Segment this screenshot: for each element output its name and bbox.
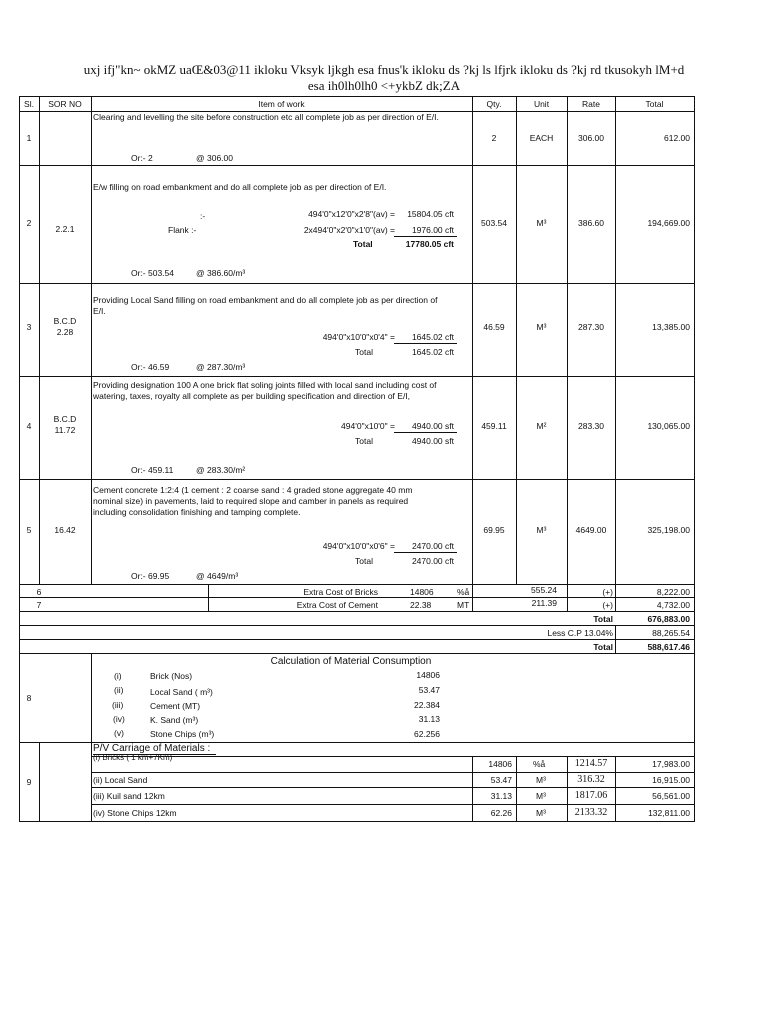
material-value: 62.256 xyxy=(414,729,440,739)
carriage-rate: 2133.32 xyxy=(574,807,608,818)
section-sl: 8 xyxy=(26,693,32,703)
carriage-rate: 1214.57 xyxy=(574,758,608,769)
carriage-total: 56,561.00 xyxy=(652,791,690,801)
carriage-total: 132,811.00 xyxy=(648,808,690,818)
row-unit: M² xyxy=(536,421,547,431)
material-name: K. Sand (m³) xyxy=(150,715,199,725)
measure-expression: 494'0"x10'0"x0'4" = xyxy=(322,332,395,342)
measure-value: 4940.00 sft xyxy=(411,421,454,431)
extra-rate: 555.24 xyxy=(531,585,557,595)
carriage-qty: 53.47 xyxy=(490,775,512,785)
total-value: 588,617.46 xyxy=(647,642,690,652)
row-or-rate: @ 4649/m³ xyxy=(196,571,239,581)
row-total: 194,669.00 xyxy=(647,218,690,228)
carriage-name: (iv) Stone Chips 12km xyxy=(93,808,177,818)
extra-total: 8,222.00 xyxy=(656,587,690,597)
header-unit: Unit xyxy=(533,99,550,109)
carriage-total: 17,983.00 xyxy=(652,759,690,769)
row-total: 130,065.00 xyxy=(647,421,690,431)
carriage-qty: 31.13 xyxy=(490,791,512,801)
row-unit: M³ xyxy=(536,525,547,535)
carriage-unit: M³ xyxy=(536,791,546,801)
row-total: 325,198.00 xyxy=(647,525,690,535)
carriage-total: 16,915.00 xyxy=(652,775,690,785)
row-qty: 46.59 xyxy=(483,322,505,332)
header-rate: Rate xyxy=(582,99,600,109)
extra-sl: 6 xyxy=(36,587,42,597)
carriage-unit: M³ xyxy=(536,808,546,818)
row-or-qty: Or:- 69.95 xyxy=(131,571,170,581)
less-cp-value: 88,265.54 xyxy=(652,628,690,638)
total-label: Total xyxy=(593,642,613,652)
section-title: Calculation of Material Consumption xyxy=(270,656,432,667)
extra-sign: (+) xyxy=(602,587,613,597)
row-rate: 306.00 xyxy=(578,133,604,143)
carriage-unit: M³ xyxy=(536,775,546,785)
carriage-rate: 316.32 xyxy=(577,774,605,785)
extra-unit: MT xyxy=(457,600,470,610)
section-sl: 9 xyxy=(26,777,32,787)
row-rate: 4649.00 xyxy=(575,525,607,535)
row-sor: B.C.D 11.72 xyxy=(53,414,77,435)
extra-sl: 7 xyxy=(36,600,42,610)
row-rate: 386.60 xyxy=(578,218,604,228)
material-name: Cement (MT) xyxy=(150,701,201,711)
carriage-qty: 62.26 xyxy=(490,808,512,818)
row-sl: 1 xyxy=(26,133,32,143)
row-qty: 459.11 xyxy=(481,421,507,431)
measure-label: :- xyxy=(200,211,206,221)
measure-total-value: 17780.05 cft xyxy=(405,239,454,249)
row-or-rate: @ 386.60/m³ xyxy=(196,268,246,278)
measure-expression: 494'0"x10'0" = xyxy=(341,421,395,431)
row-description: Cement concrete 1:2:4 (1 cement : 2 coarse sand : 4 graded stone aggregate 40 mm nominal size) in pavements, laid to required slope and camber in panels as required including consolidation finishing and tamping complete. xyxy=(93,485,413,517)
row-rate: 287.30 xyxy=(578,322,604,332)
measure-expression: 494'0"x10'0"x0'6" = xyxy=(322,541,395,551)
row-description: Providing designation 100 A one brick flat soling joints filled with local sand including cost of watering, taxes, royalty all complete as per building specification and direction of E/I, xyxy=(93,380,437,401)
material-name: Stone Chips (m³) xyxy=(150,729,215,739)
carriage-unit: %å xyxy=(533,759,546,769)
material-value: 22.384 xyxy=(414,700,440,710)
carriage-qty: 14806 xyxy=(488,759,512,769)
row-sor: 2.2.1 xyxy=(55,224,75,234)
row-unit: EACH xyxy=(529,133,554,143)
material-no: (ii) xyxy=(114,685,124,695)
header-total: Total xyxy=(645,99,664,109)
measure-total-value: 2470.00 cft xyxy=(411,556,454,566)
measure-total-value: 4940.00 sft xyxy=(411,436,454,446)
measure-expression: 494'0"x12'0"x2'8"(av) = xyxy=(308,209,395,219)
total-label: Total xyxy=(593,614,613,624)
row-or-rate: @ 306.00 xyxy=(196,153,233,163)
less-cp-label: Less C.P 13.04% xyxy=(547,628,613,638)
row-qty: 503.54 xyxy=(481,218,507,228)
row-total: 612.00 xyxy=(664,133,690,143)
measure-label: Flank :- xyxy=(168,225,197,235)
material-value: 14806 xyxy=(416,670,440,680)
extra-unit: %å xyxy=(457,587,470,597)
material-name: Brick (Nos) xyxy=(150,671,193,681)
carriage-name: (i) Bricks ( 1 km+7Km) xyxy=(93,753,173,762)
row-sor: 16.42 xyxy=(54,525,76,535)
material-value: 31.13 xyxy=(418,714,440,724)
material-value: 53.47 xyxy=(418,685,440,695)
extra-qty: 22.38 xyxy=(410,600,432,610)
row-or-qty: Or:- 459.11 xyxy=(131,465,174,475)
row-or-qty: Or:- 503.54 xyxy=(131,268,174,278)
row-qty: 69.95 xyxy=(483,525,505,535)
row-qty: 2 xyxy=(491,133,497,143)
header-qty: Qty. xyxy=(486,99,502,109)
carriage-name: (ii) Local Sand xyxy=(93,775,148,785)
row-sl: 2 xyxy=(26,218,32,228)
row-sor: B.C.D 2.28 xyxy=(53,316,77,337)
row-description: E/w filling on road embankment and do all complete job as per direction of E/I. xyxy=(93,182,387,192)
extra-qty: 14806 xyxy=(410,587,434,597)
row-or-rate: @ 283.30/m² xyxy=(196,465,246,475)
row-sl: 3 xyxy=(26,322,32,332)
section-title: P/V Carriage of Materials : xyxy=(93,743,211,754)
measure-expression: 2x494'0"x2'0"x1'0"(av) = xyxy=(303,225,395,235)
extra-sign: (+) xyxy=(602,600,613,610)
header-item: Item of work xyxy=(258,99,305,109)
row-unit: M³ xyxy=(536,218,547,228)
extra-label: Extra Cost of Bricks xyxy=(303,587,378,597)
measure-value: 1976.00 cft xyxy=(411,225,454,235)
row-or-rate: @ 287.30/m³ xyxy=(196,362,246,372)
material-name: Local Sand ( m³) xyxy=(150,687,213,697)
row-description: Providing Local Sand filling on road embankment and do all complete job as per direction of E/I. xyxy=(93,295,438,316)
row-total: 13,385.00 xyxy=(652,322,690,332)
carriage-rate: 1817.06 xyxy=(574,790,608,801)
material-no: (iv) xyxy=(113,714,125,724)
measure-value: 15804.05 cft xyxy=(407,209,454,219)
measure-total-label: Total xyxy=(355,556,373,566)
row-sl: 4 xyxy=(26,421,32,431)
row-rate: 283.30 xyxy=(578,421,604,431)
total-value: 676,883.00 xyxy=(647,614,690,624)
extra-rate: 211.39 xyxy=(531,598,557,608)
material-no: (iii) xyxy=(112,700,124,710)
header-sl: Sl. xyxy=(24,99,34,109)
material-no: (i) xyxy=(114,671,122,681)
document-title-line2: esa ih0lh0lh0 <+ykbZ dk;ZA xyxy=(307,78,461,93)
material-no: (v) xyxy=(114,728,124,738)
row-unit: M³ xyxy=(536,322,547,332)
row-description: Clearing and levelling the site before construction etc all complete job as per direction of E/I. xyxy=(93,112,439,122)
header-sor: SOR NO xyxy=(48,99,82,109)
measure-total-label: Total xyxy=(353,239,373,249)
measure-total-label: Total xyxy=(355,436,373,446)
measure-total-label: Total xyxy=(355,347,373,357)
row-or-qty: Or:- 46.59 xyxy=(131,362,170,372)
measure-total-value: 1645.02 cft xyxy=(411,347,454,357)
measure-value: 2470.00 cft xyxy=(411,541,454,551)
row-sl: 5 xyxy=(26,525,32,535)
carriage-name: (iii) Kuil sand 12km xyxy=(93,791,165,801)
document-title-line1: uxj ifj"kn~ okMZ uaŒ&03@11 ikloku Vksyk ljkgh esa fnus'k ikloku ds ?kj ls lfjrk ikloku ds ?kj rd tkusokyh lM+d xyxy=(83,62,685,77)
measure-value: 1645.02 cft xyxy=(411,332,454,342)
row-or-qty: Or:- 2 xyxy=(131,153,153,163)
extra-label: Extra Cost of Cement xyxy=(296,600,378,610)
extra-total: 4,732.00 xyxy=(656,600,690,610)
